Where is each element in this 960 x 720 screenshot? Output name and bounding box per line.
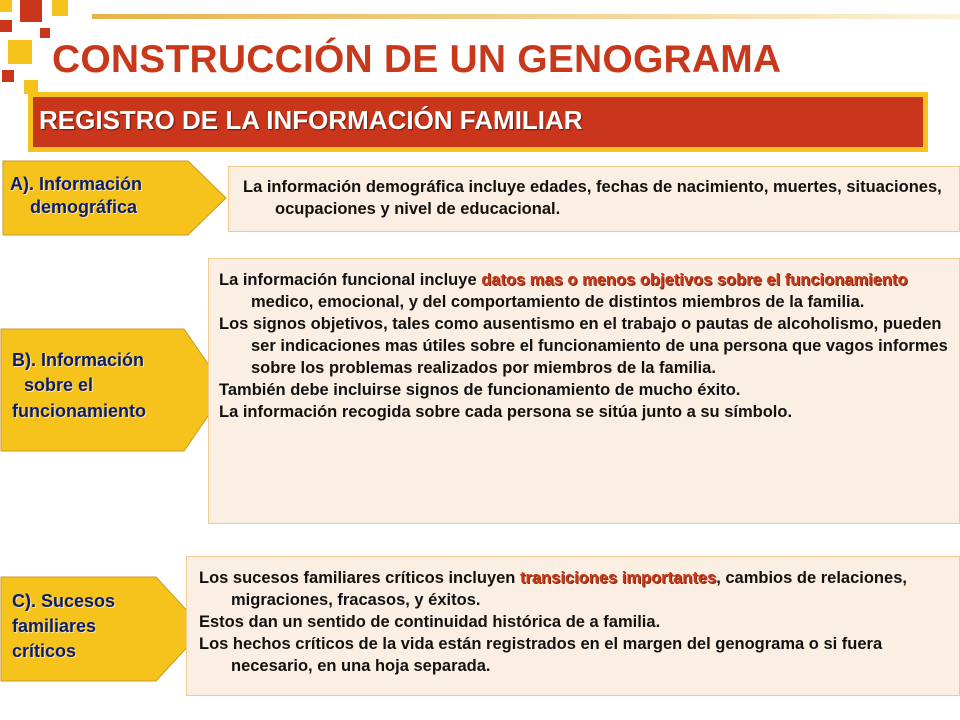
section-a-label-line2: demográfica (30, 197, 138, 217)
section-b-label (0, 328, 228, 452)
section-a-label (2, 160, 228, 236)
section-c-paragraph-2: Estos dan un sentido de continuidad histórica de a familia. (199, 613, 661, 631)
corner-square (0, 0, 12, 12)
section-b-label-line1: B). Información (12, 350, 145, 370)
section-c-paragraph-1: Los sucesos familiares críticos incluyen transiciones importantes, cambios de relaciones, migraciones, fracasos, y éxitos. (199, 569, 907, 609)
corner-square (52, 0, 68, 16)
highlight-text: datos mas o menos objetivos sobre el funcionamiento (481, 271, 908, 289)
section-a-text: La información demográfica incluye edades, fechas de nacimiento, muertes, situaciones, ocupaciones y nivel de educacional. (243, 178, 942, 218)
corner-square (20, 0, 42, 22)
section-b-label-line2: sobre el (24, 375, 94, 395)
section-a-text-box (228, 166, 960, 232)
subtitle-banner (28, 92, 928, 152)
top-decorative-line (92, 14, 960, 19)
corner-square (8, 40, 32, 64)
subtitle-text: REGISTRO DE LA INFORMACIÓN FAMILIAR (39, 105, 583, 135)
section-c-label (0, 576, 206, 682)
section-b-text-box (208, 258, 960, 524)
section-c-label-line1: C). Sucesos (12, 591, 116, 611)
section-c-label-line2: familiares (12, 616, 97, 636)
section-c-text-box (186, 556, 960, 696)
section-b-label-line3: funcionamiento (12, 401, 146, 421)
section-b-paragraph-1: La información funcional incluye datos mas o menos objetivos sobre el funcionamiento medico, emocional, y del comportamiento de distintos miembros de la familia. (219, 271, 908, 311)
section-c-label-line3: críticos (12, 641, 77, 661)
section-a-label-line1: A). Información (10, 174, 143, 194)
corner-square (2, 70, 14, 82)
corner-square (0, 20, 12, 32)
section-b-paragraph-2: Los signos objetivos, tales como ausentismo en el trabajo o pautas de alcoholismo, pueden ser indicaciones mas útiles sobre el funcionamiento de una persona que vagos informes sobre los problemas realizados por miembros de la familia. (219, 315, 948, 377)
section-b-paragraph-3: También debe incluirse signos de funcionamiento de mucho éxito. (219, 381, 741, 399)
page-title: CONSTRUCCIÓN DE UN GENOGRAMA (52, 38, 782, 81)
corner-square (40, 28, 50, 38)
section-b-paragraph-4: La información recogida sobre cada persona se sitúa junto a su símbolo. (219, 403, 793, 421)
highlight-text: transiciones importantes (519, 569, 717, 587)
section-c-paragraph-3: Los hechos críticos de la vida están registrados en el margen del genograma o si fuera necesario, en una hoja separada. (199, 635, 883, 675)
